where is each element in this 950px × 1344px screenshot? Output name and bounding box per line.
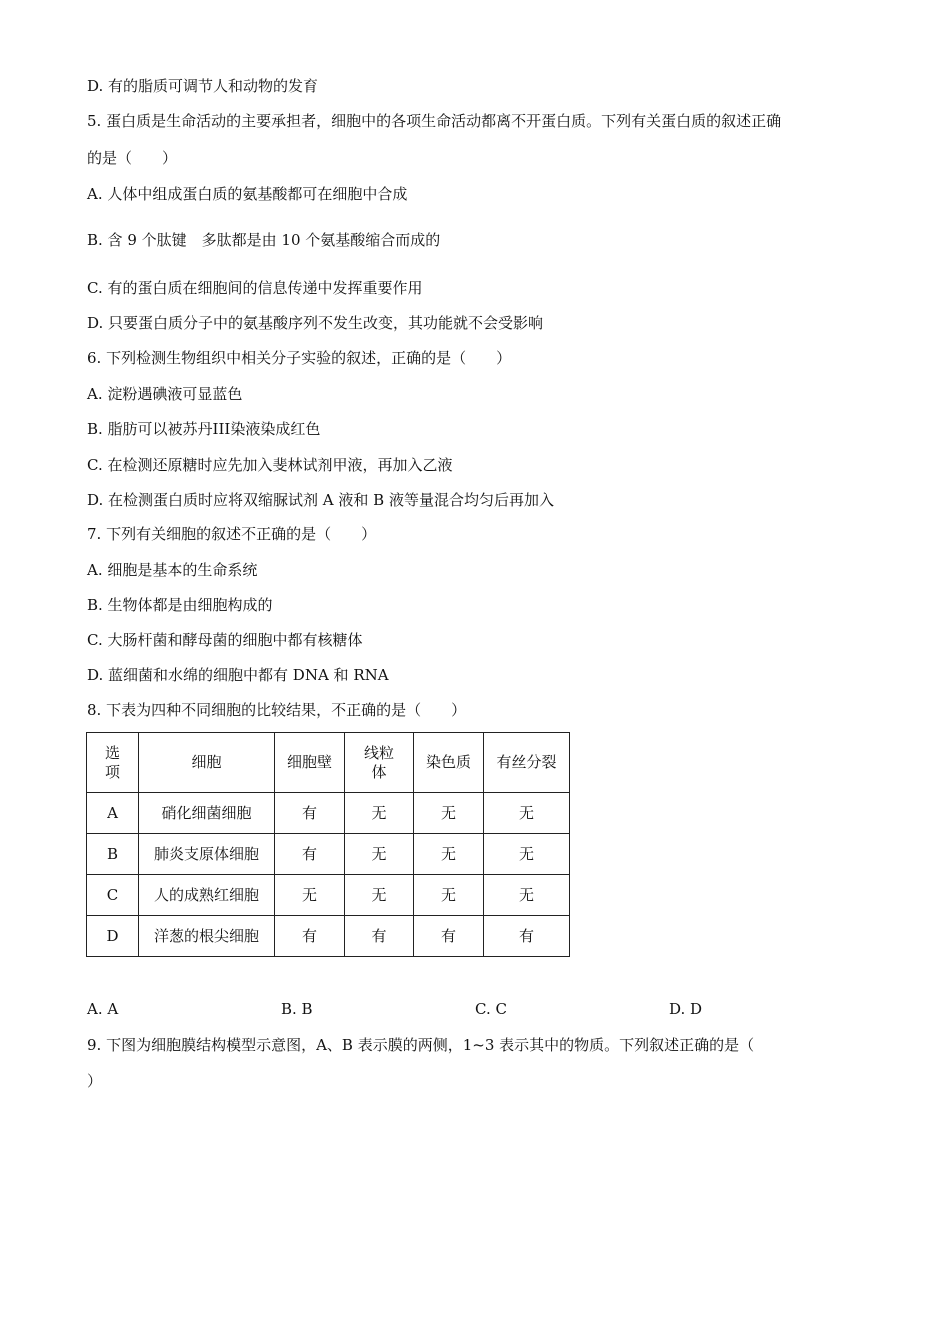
q6-option-a: A. 淀粉遇碘液可显蓝色	[87, 385, 243, 403]
table-cell: 无	[345, 834, 414, 875]
table-cell: 硝化细菌细胞	[139, 793, 275, 834]
header-mitochondria-part1: 线粒	[363, 743, 394, 762]
q8-option-c: C. C	[475, 1000, 507, 1018]
table-cell: 肺炎支原体细胞	[139, 834, 275, 875]
q6-option-b: B. 脂肪可以被苏丹III染液染成红色	[87, 420, 321, 438]
table-cell: C	[87, 875, 139, 916]
header-mitosis: 有丝分裂	[484, 733, 570, 793]
table-cell: 人的成熟红细胞	[139, 875, 275, 916]
q7-option-c: C. 大肠杆菌和酵母菌的细胞中都有核糖体	[87, 631, 363, 649]
table-cell: 有	[275, 793, 345, 834]
q7-stem: 7. 下列有关细胞的叙述不正确的是（ ）	[87, 525, 377, 543]
table-cell: 洋葱的根尖细胞	[139, 916, 275, 957]
q7-option-a: A. 细胞是基本的生命系统	[87, 561, 258, 579]
table-row	[87, 875, 570, 916]
table-cell: 无	[484, 875, 570, 916]
table-cell: 有	[275, 916, 345, 957]
header-option-char2: 项	[104, 762, 120, 781]
q5-stem-line1: 5. 蛋白质是生命活动的主要承担者，细胞中的各项生命活动都离不开蛋白质。下列有关蛋白质的叙述正确	[87, 112, 782, 130]
table-cell: 有	[484, 916, 570, 957]
table-cell: 有	[414, 916, 484, 957]
table-row	[87, 916, 570, 957]
table-cell: 无	[414, 793, 484, 834]
q5-option-c: C. 有的蛋白质在细胞间的信息传递中发挥重要作用	[87, 279, 423, 297]
table-cell: 无	[345, 793, 414, 834]
table-cell: 有	[345, 916, 414, 957]
table-cell: A	[87, 793, 139, 834]
q5-option-d: D. 只要蛋白质分子中的氨基酸序列不发生改变，其功能就不会受影响	[87, 314, 544, 332]
q5-option-a: A. 人体中组成蛋白质的氨基酸都可在细胞中合成	[87, 185, 408, 203]
q8-option-a: A. A	[87, 1000, 119, 1018]
table-cell: D	[87, 916, 139, 957]
q8-stem: 8. 下表为四种不同细胞的比较结果，不正确的是（ ）	[87, 701, 467, 719]
q6-option-d: D. 在检测蛋白质时应将双缩脲试剂 A 液和 B 液等量混合均匀后再加入	[87, 491, 554, 509]
header-option-char1: 选	[104, 743, 120, 762]
table-cell: 有	[275, 834, 345, 875]
q6-stem: 6. 下列检测生物组织中相关分子实验的叙述，正确的是（ ）	[87, 349, 512, 367]
table-row	[87, 834, 570, 875]
table-cell: B	[87, 834, 139, 875]
header-mitochondria-part2: 体	[371, 762, 387, 781]
q8-options	[87, 1000, 807, 1020]
cell-comparison-table	[86, 732, 570, 957]
q8-option-d: D. D	[669, 1000, 703, 1018]
header-mitochondria	[345, 733, 414, 793]
table-cell: 无	[275, 875, 345, 916]
q9-stem-line1: 9. 下图为细胞膜结构模型示意图，A、B 表示膜的两侧，1~3 表示其中的物质。下列叙述正确的是（	[87, 1036, 755, 1054]
q7-option-d: D. 蓝细菌和水绵的细胞中都有 DNA 和 RNA	[87, 666, 389, 684]
q4-option-d: D. 有的脂质可调节人和动物的发育	[87, 77, 319, 95]
header-chromatin: 染色质	[414, 733, 484, 793]
header-cell: 细胞	[139, 733, 275, 793]
q7-option-b: B. 生物体都是由细胞构成的	[87, 596, 273, 614]
table-row	[87, 793, 570, 834]
q9-stem-line2: ）	[87, 1072, 103, 1090]
table-cell: 无	[414, 875, 484, 916]
q6-option-c: C. 在检测还原糖时应先加入斐林试剂甲液，再加入乙液	[87, 456, 453, 474]
table-cell: 无	[345, 875, 414, 916]
table-header-row	[87, 733, 570, 793]
table-cell: 无	[414, 834, 484, 875]
header-cell-wall: 细胞壁	[275, 733, 345, 793]
q5-stem-line2: 的是（ ）	[87, 149, 178, 167]
table-cell: 无	[484, 793, 570, 834]
table-cell: 无	[484, 834, 570, 875]
q5-option-b: B. 含 9 个肽键 多肽都是由 10 个氨基酸缩合而成的	[87, 231, 441, 249]
q8-option-b: B. B	[281, 1000, 313, 1018]
header-option	[87, 733, 139, 793]
